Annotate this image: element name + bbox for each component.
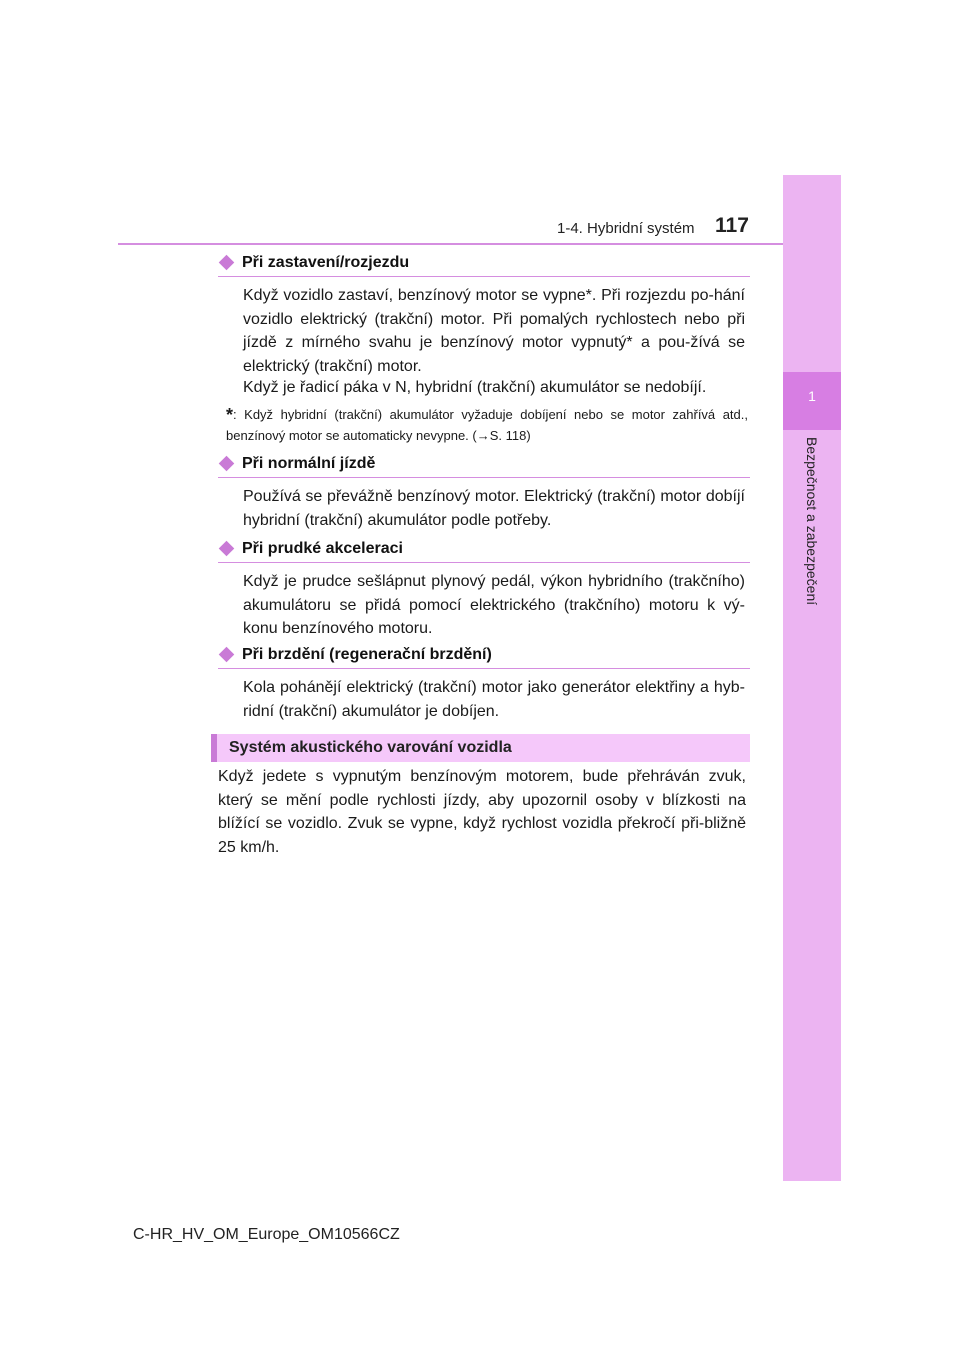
section-heading-text: Systém akustického varování vozidla (229, 739, 512, 756)
subheading-braking (218, 646, 750, 669)
subheading-text: Při prudké akceleraci (242, 540, 403, 557)
diamond-bullet-icon (219, 646, 235, 662)
paragraph: Když vozidlo zastaví, benzínový motor se vypne*. Při rozjezdu po-hání vozidlo elektrický (trakční) motor. Při pomalých rychlostech nebo při jízdě z mírného svahu je benzínový motor vypnutý* a pou-žívá se elektrický (trakční) motor. (243, 287, 745, 375)
section-heading-box (211, 734, 750, 762)
subheading-text: Při normální jízdě (242, 455, 376, 472)
footnote-text: : Když hybridní (trakční) akumulátor vyžaduje dobíjení nebo se motor zahřívá atd., benzínový motor se automaticky nevypne. (→S. 118) (226, 407, 748, 443)
footnote (226, 405, 748, 445)
footnote-marker: * (226, 405, 234, 425)
diamond-bullet-icon (219, 455, 235, 471)
paragraph: Kola pohánějí elektrický (trakční) motor jako generátor elektřiny a hyb-ridní (trakční) akumulátor je dobíjen. (243, 679, 745, 720)
running-header-section: 1-4. Hybridní systém (557, 220, 695, 237)
subheading-text: Při brzdění (regenerační brzdění) (242, 646, 492, 663)
chapter-side-band (783, 175, 841, 1181)
diamond-bullet-icon (219, 254, 235, 270)
subheading-hard-acceleration (218, 540, 750, 563)
chapter-number: 1 (808, 388, 816, 404)
page-number: 117 (715, 214, 749, 237)
document-id: C-HR_HV_OM_Europe_OM10566CZ (133, 1226, 400, 1243)
subheading-normal-driving (218, 455, 750, 478)
diamond-bullet-icon (219, 540, 235, 556)
chapter-title: Bezpečnost a zabezpečení (804, 437, 820, 606)
subheading-text: Při zastavení/rozjezdu (242, 254, 410, 271)
paragraph: Když jedete s vypnutým benzínovým motorem, bude přehráván zvuk, který se mění podle rychlosti jízdy, aby upozornil osoby v blízkosti na blížící se vozidlo. Zvuk se vypne, když rychlost vozidla překročí při-bližně 25 km/h. (218, 768, 746, 856)
paragraph: Používá se převážně benzínový motor. Elektrický (trakční) motor dobíjí hybridní (trakční) akumulátor podle potřeby. (243, 488, 745, 529)
paragraph: Když je prudce sešlápnut plynový pedál, výkon hybridního (trakčního) akumulátoru se přidá pomocí elektrického (trakčního) motoru k vý-konu benzínového motoru. (243, 573, 745, 637)
header-divider (118, 243, 783, 245)
subheading-stop-start (218, 254, 750, 277)
paragraph: Když je řadicí páka v N, hybridní (trakční) akumulátor se nedobíjí. (243, 379, 707, 396)
chapter-title-vertical (783, 437, 841, 627)
